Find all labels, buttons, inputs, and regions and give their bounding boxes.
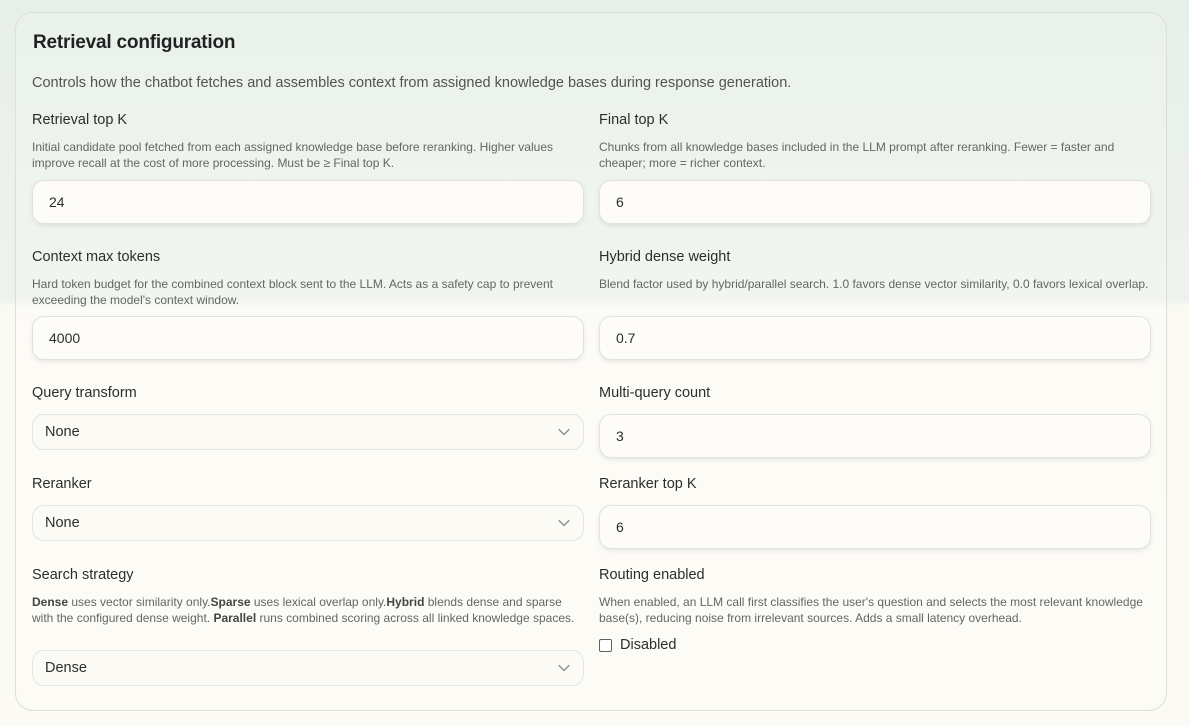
sparse-term: Sparse [210,595,251,609]
search-strategy-select[interactable] [32,650,584,686]
reranker-top-k-input[interactable]: 6 [599,505,1151,549]
reranker-value: None [45,515,80,531]
search-strategy-label: Search strategy [32,567,134,583]
final-top-k-help: Chunks from all knowledge bases included in the LLM prompt after reranking. Fewer = faster and cheaper; more = richer context. [599,140,1115,170]
reranker-field [32,474,584,541]
context-max-tokens-input[interactable]: 4000 [32,316,584,360]
retrieval-configuration-card [15,12,1167,711]
hybrid-dense-weight-input[interactable]: 0.7 [599,316,1151,360]
card-description: Controls how the chatbot fetches and assembles context from assigned knowledge bases during response generation. [32,75,792,91]
hybrid-dense-weight-field [599,247,1151,360]
routing-enabled-toggle[interactable] [599,637,1151,653]
routing-enabled-label: Routing enabled [599,567,705,583]
search-strategy-help: Dense uses vector similarity only.Sparse uses lexical overlap only.Hybrid blends dense and sparse with the configured dense weight. Parallel runs combined scoring across all linked knowledge spaces. [32,595,575,625]
reranker-select[interactable] [32,505,584,541]
chevron-down-icon [557,516,571,530]
query-transform-label: Query transform [32,385,137,401]
routing-enabled-field [599,565,1151,653]
context-max-tokens-help: Hard token budget for the combined context block sent to the LLM. Acts as a safety cap to prevent exceeding the model's context window. [32,277,553,307]
query-transform-field [32,383,584,450]
routing-enabled-checkbox-label: Disabled [620,637,677,653]
retrieval-top-k-field [32,110,584,224]
context-max-tokens-label: Context max tokens [32,249,161,265]
retrieval-top-k-help: Initial candidate pool fetched from each assigned knowledge base before reranking. Higher values improve recall at the cost of more processing. Must be ≥ Final top K. [32,140,553,170]
final-top-k-input[interactable]: 6 [599,180,1151,224]
query-transform-value: None [45,424,80,440]
routing-enabled-help: When enabled, an LLM call first classifies the user's question and selects the most relevant knowledge base(s), reducing noise from irrelevant sources. Adds a small latency overhead. [599,595,1143,625]
query-transform-select[interactable] [32,414,584,450]
reranker-top-k-label: Reranker top K [599,476,697,492]
retrieval-top-k-input[interactable]: 24 [32,180,584,224]
routing-enabled-checkbox[interactable] [599,639,612,652]
retrieval-top-k-label: Retrieval top K [32,112,128,128]
dense-term: Dense [32,595,69,609]
hybrid-term: Hybrid [386,595,425,609]
multi-query-count-input[interactable]: 3 [599,414,1151,458]
final-top-k-label: Final top K [599,112,669,128]
chevron-down-icon [557,661,571,675]
context-max-tokens-field [32,247,584,360]
hybrid-dense-weight-help: Blend factor used by hybrid/parallel search. 1.0 favors dense vector similarity, 0.0 favors lexical overlap. [599,277,1149,291]
reranker-top-k-field [599,474,1151,549]
multi-query-count-field [599,383,1151,458]
search-strategy-value: Dense [45,660,87,676]
multi-query-count-label: Multi-query count [599,385,711,401]
chevron-down-icon [557,425,571,439]
parallel-term: Parallel [213,611,257,625]
hybrid-dense-weight-label: Hybrid dense weight [599,249,731,265]
final-top-k-field [599,110,1151,224]
reranker-label: Reranker [32,476,92,492]
card-title: Retrieval configuration [33,32,236,53]
search-strategy-field [32,565,584,686]
